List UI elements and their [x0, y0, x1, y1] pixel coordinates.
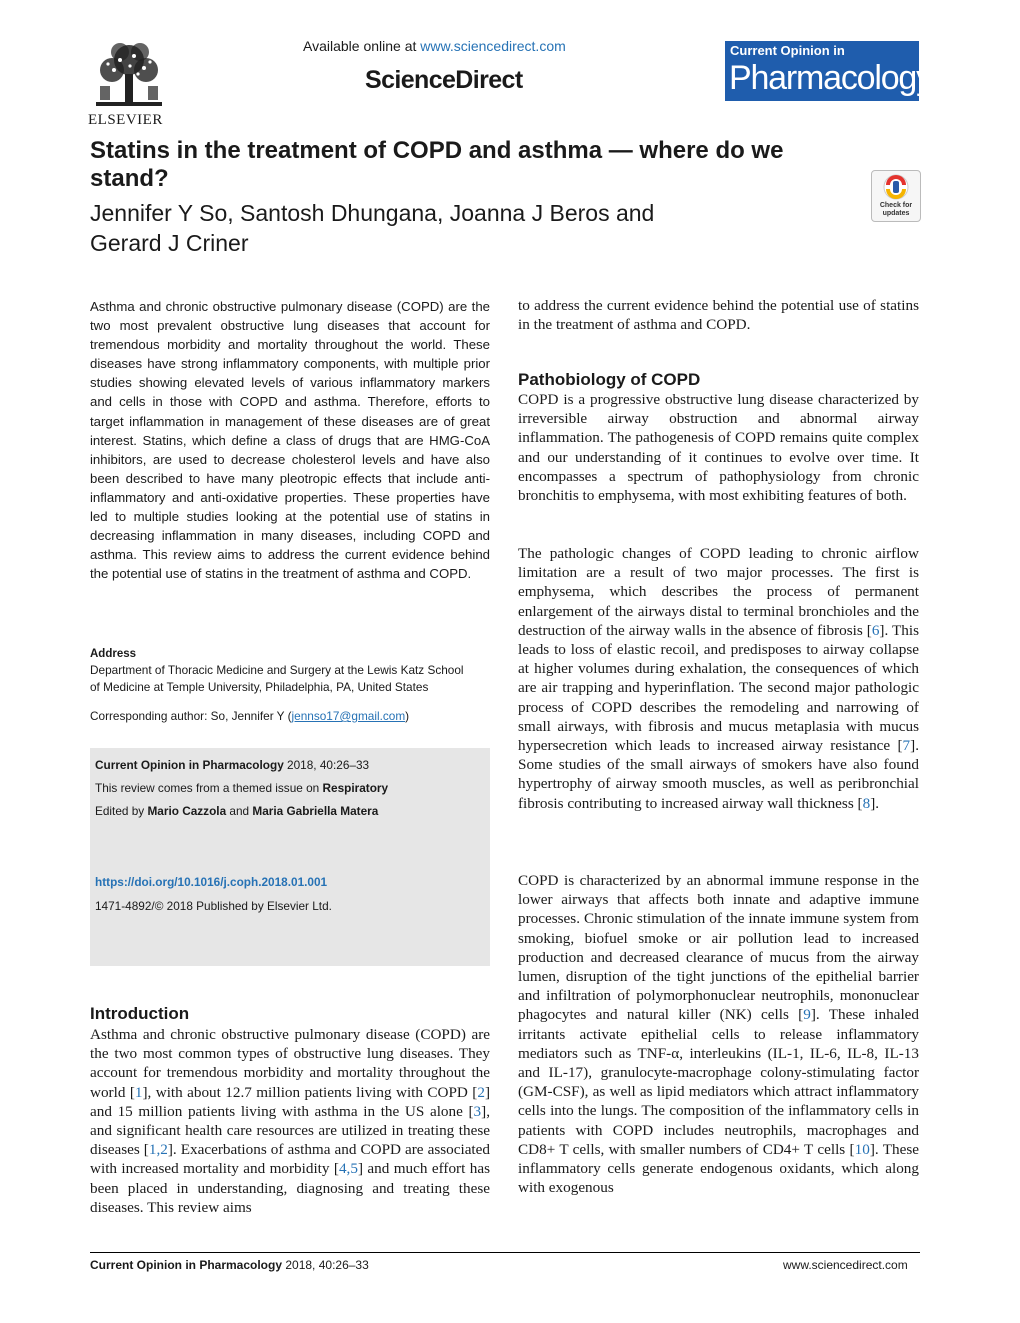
info-journal: Current Opinion in Pharmacology — [95, 758, 284, 772]
text-run: ], and significant health care resources are utilized in treating these diseases [ — [90, 1102, 490, 1159]
info-editor-2: Maria Gabriella Matera — [252, 804, 379, 818]
corresponding-suffix: ) — [405, 709, 410, 723]
citation-ref[interactable]: 1 — [134, 1083, 143, 1101]
text-run: COPD is characterized by an abnormal immune response in the lower airways that affects both innate and adaptive immune processes. Chronic stimulation of the innate immune system from smoking, biofuel smoke or air pollution lead to increased production and decreased clearance of mucus from the airway lumen, disruption of the tight junctions of the epithelial barrier and infiltration of polymorphonuclear neutrophils, mononuclear phagocytes and natural killer (NK) cells [ — [518, 872, 919, 1024]
article-authors — [90, 198, 790, 258]
info-citation-detail: 2018, 40:26–33 — [283, 758, 370, 772]
citation-ref[interactable]: 8 — [862, 794, 871, 812]
info-citation — [95, 758, 369, 772]
author-email-link[interactable]: jennso17@gmail.com — [291, 709, 406, 723]
abstract: Asthma and chronic obstructive pulmonary disease (COPD) are the two most prevalent obstructive lung diseases that account for tremendous morbidity and mortality throughout the world. These diseases have strong inflammatory components, with multiple prior studies showing elevated levels of various inflammatory markers and cells in those with COPD and asthma. Therefore, efforts to target inflammation in management of these diseases are of great interest. Statins, which define a class of drugs that are HMG-CoA inhibitors, are used to decrease cholesterol levels and have also been described to have many pleotropic effects that include anti-inflammatory and anti-oxidative properties. These properties have led to multiple studies looking at the potential use of statins in decreasing inflammation in many diseases, including COPD and asthma. This review aims to address the current evidence behind the potential use of statins in the treatment of asthma and COPD. — [90, 299, 490, 582]
journal-logo[interactable] — [725, 41, 932, 101]
text-run: ]. These inhaled irritants activate epithelial cells to release inflammatory mediators such as TNF-α, interleukins (IL-1, IL-6, IL-8, IL-13 and IL-17), granulocyte-macrophage colony-stimulating factor (GM-CSF), as well as lipid mediators which attract inflammatory cells into the lungs. The composition of the inflammatory cells in patients with COPD includes neutrophils, macrophages and CD8+ T cells, with smaller numbers of CD4+ T cells [ — [518, 1006, 919, 1158]
text-run: ], with about 12.7 million patients living with COPD [ — [142, 1083, 478, 1101]
sciencedirect-link[interactable]: www.sciencedirect.com — [420, 38, 566, 54]
info-theme-name: Respiratory — [322, 781, 389, 795]
available-prefix: Available online at — [303, 38, 421, 54]
doi-link[interactable]: https://doi.org/10.1016/j.coph.2018.01.001 — [95, 875, 328, 889]
address-heading: Address — [90, 648, 137, 660]
text-run: ]. — [870, 794, 880, 812]
info-issn: 1471-4892/© 2018 Published by Elsevier Ltd. — [95, 899, 332, 913]
info-theme — [95, 781, 388, 795]
pathobiology-heading: Pathobiology of COPD — [518, 370, 701, 389]
text-run: ] and 15 million patients living with asthma in the US alone [ — [90, 1083, 490, 1120]
available-online — [303, 38, 566, 54]
citation-ref[interactable]: 4,5 — [338, 1160, 358, 1178]
info-and: and — [226, 804, 253, 818]
citation-ref[interactable]: 1,2 — [148, 1141, 168, 1159]
citation-ref[interactable]: 3 — [473, 1102, 482, 1120]
text-run: ]. These inflammatory cells generate endogenous oxidants, which along with exogenous — [518, 1140, 920, 1197]
info-doi — [95, 875, 327, 889]
authors-line-1: Jennifer Y So, Santosh Dhungana, Joanna J Beros and — [90, 200, 655, 226]
check-updates-icon — [872, 171, 920, 203]
citation-ref[interactable]: 7 — [902, 737, 911, 755]
journal-logo-title: Pharmacology — [729, 59, 932, 97]
footer-citation-detail: 2018, 40:26–33 — [282, 1258, 369, 1272]
footer-divider — [90, 1252, 920, 1253]
address-line-2: of Medicine at Temple University, Philadelphia, PA, United States — [90, 680, 429, 694]
text-run: The pathologic changes of COPD leading to chronic airflow limitation are a result of two major processes. The first is emphysema, which describes the process of permanent enlargement of the airways distal to terminal bronchioles and the destruction of the airway walls in the absence of fibrosis [ — [518, 545, 919, 639]
authors-line-2: Gerard J Criner — [90, 230, 249, 256]
article-title: Statins in the treatment of COPD and asthma — where do we stand? — [90, 137, 784, 192]
info-theme-prefix: This review comes from a themed issue on — [95, 781, 323, 795]
introduction-continuation: to address the current evidence behind the potential use of statins in the treatment of asthma and COPD. — [518, 297, 919, 334]
journal-logo-top: Current Opinion in — [730, 43, 845, 58]
footer-citation — [90, 1258, 369, 1272]
pathobiology-paragraph-3 — [518, 871, 919, 1197]
sciencedirect-brand: ScienceDirect — [365, 66, 523, 94]
info-editors — [95, 804, 378, 818]
citation-ref[interactable]: 6 — [871, 621, 880, 639]
article-info-box — [90, 748, 490, 966]
text-run: Asthma and chronic obstructive pulmonary disease (COPD) are the two most common types of obstructive lung diseases. They account for tremendous morbidity and mortality throughout the world [ — [90, 1026, 490, 1101]
citation-ref[interactable]: 9 — [803, 1006, 811, 1024]
introduction-heading: Introduction — [90, 1004, 190, 1023]
citation-ref[interactable]: 10 — [854, 1140, 870, 1158]
text-run: ]. Some studies of the small airways of smokers have also found hypertrophy of airway smooth muscles, as well as peribronchial fibrosis contributing to increased airway wall thickness [ — [518, 737, 919, 812]
info-edited-prefix: Edited by — [95, 804, 148, 818]
info-editor-1: Mario Cazzola — [147, 804, 227, 818]
pathobiology-paragraph-1: COPD is a progressive obstructive lung disease characterized by irreversible airway obstruction and abnormal airway inflammation. The pathogenesis of COPD remains quite complex and our understanding of it continues to evolve over time. It encompasses a spectrum of pathophysiology from chronic bronchitis to emphysema, with most exhibiting features of both. — [518, 391, 919, 505]
corresponding-author — [90, 709, 409, 723]
footer-site[interactable]: www.sciencedirect.com — [783, 1258, 908, 1272]
text-run: ]. This leads to loss of elastic recoil, and predisposes to airway collapse at higher volumes during exhalation, the consequences of which are air trapping and hyperinflation. The second major pathologic process of COPD describes the remodeling and narrowing of small airways, with fibrosis and mucus metaplasia with mucus hypersecretion which leads to increased airway resistance [ — [518, 621, 919, 755]
introduction-text — [90, 1025, 490, 1217]
address-line-1: Department of Thoracic Medicine and Surgery at the Lewis Katz School — [90, 663, 464, 677]
citation-ref[interactable]: 2 — [477, 1083, 485, 1101]
check-updates-label: Check for updates — [879, 202, 913, 217]
text-run: ]. Exacerbations of asthma and COPD are associated with increased mortality and morbidity [ — [90, 1141, 490, 1178]
footer-journal: Current Opinion in Pharmacology — [90, 1258, 283, 1272]
text-run: ] and much effort has been placed in understanding, diagnosing and treating these diseases. This review aims — [90, 1160, 490, 1216]
corresponding-prefix: Corresponding author: So, Jennifer Y ( — [90, 709, 292, 723]
publisher-name: ELSEVIER — [88, 112, 163, 128]
address — [90, 662, 495, 696]
pathobiology-paragraph-2 — [518, 544, 919, 813]
check-for-updates-button[interactable] — [871, 170, 921, 222]
